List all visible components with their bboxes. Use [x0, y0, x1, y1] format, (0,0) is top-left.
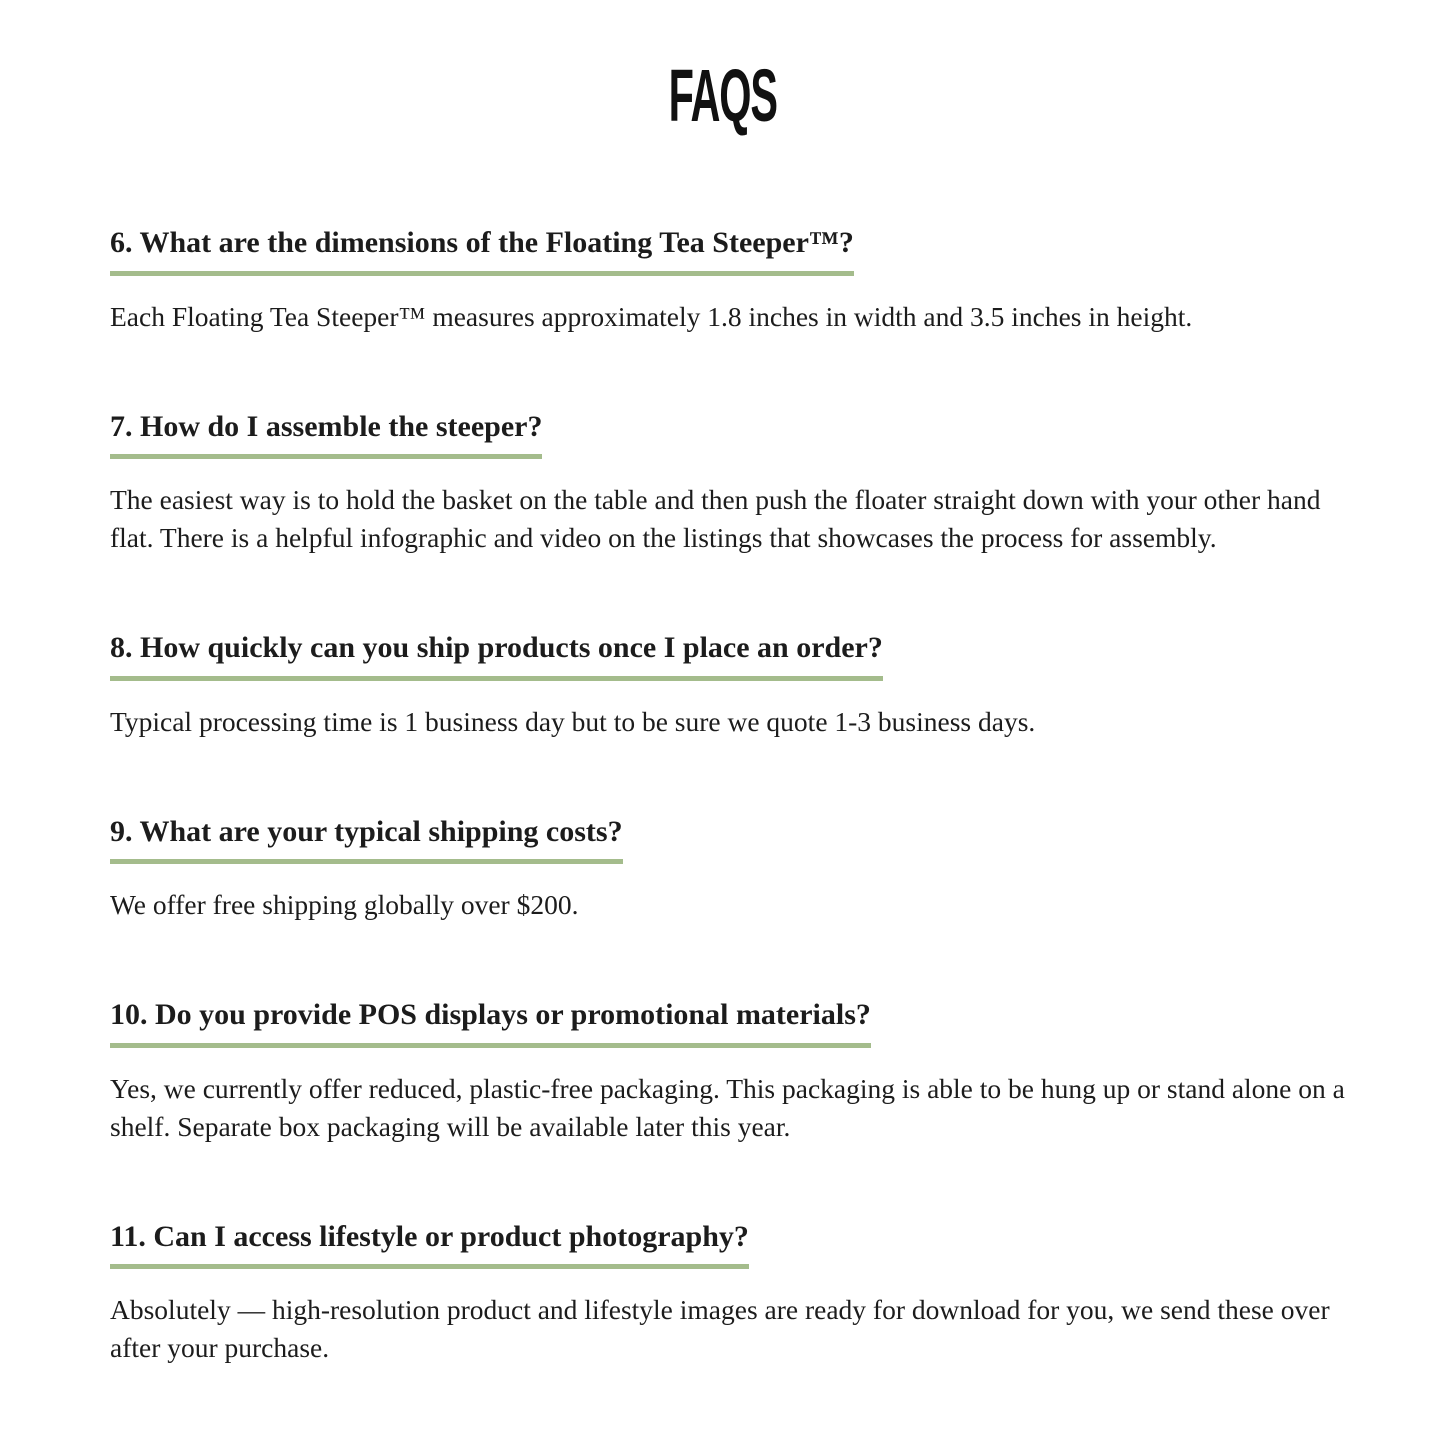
- faq-question-6: 6. What are the dimensions of the Floating Tea Steeper™?: [110, 224, 854, 276]
- faq-answer-8: Typical processing time is 1 business day but to be sure we quote 1-3 business days.: [110, 705, 1036, 737]
- faq-answer-11: Absolutely — high-resolution product and lifestyle images are ready for download for you, we send these over after your purchase.: [110, 1294, 1330, 1364]
- faq-answer-10: Yes, we currently offer reduced, plastic-free packaging. This packaging is able to be hung up or stand alone on a shelf. Separate box packaging will be available later this year.: [110, 1072, 1345, 1142]
- faq-question-7: 7. How do I assemble the steeper?: [110, 408, 542, 460]
- faq-question-9: 9. What are your typical shipping costs?: [110, 813, 623, 865]
- page-title: [0, 52, 1445, 139]
- page-header: [0, 0, 1445, 139]
- faq-item-10: [110, 996, 1350, 1146]
- faq-item-9: [110, 813, 1350, 925]
- page-title-text: FAQS: [668, 54, 777, 137]
- faq-question-10: 10. Do you provide POS displays or promotional materials?: [110, 996, 871, 1048]
- faq-question-11: 11. Can I access lifestyle or product photography?: [110, 1218, 749, 1270]
- faq-item-7: [110, 408, 1350, 558]
- faq-answer-7: The easiest way is to hold the basket on the table and then push the floater straight down with your other hand flat. There is a helpful infographic and video on the listings that showcases the process for assembly.: [110, 484, 1321, 554]
- faq-item-11: [110, 1218, 1350, 1368]
- faq-item-8: [110, 629, 1350, 741]
- faq-answer-9: We offer free shipping globally over $200.: [110, 889, 579, 921]
- faq-list: [110, 224, 1350, 1367]
- faq-item-6: [110, 224, 1350, 336]
- faq-answer-6: Each Floating Tea Steeper™ measures approximately 1.8 inches in width and 3.5 inches in height.: [110, 300, 1193, 332]
- faq-question-8: 8. How quickly can you ship products once I place an order?: [110, 629, 883, 681]
